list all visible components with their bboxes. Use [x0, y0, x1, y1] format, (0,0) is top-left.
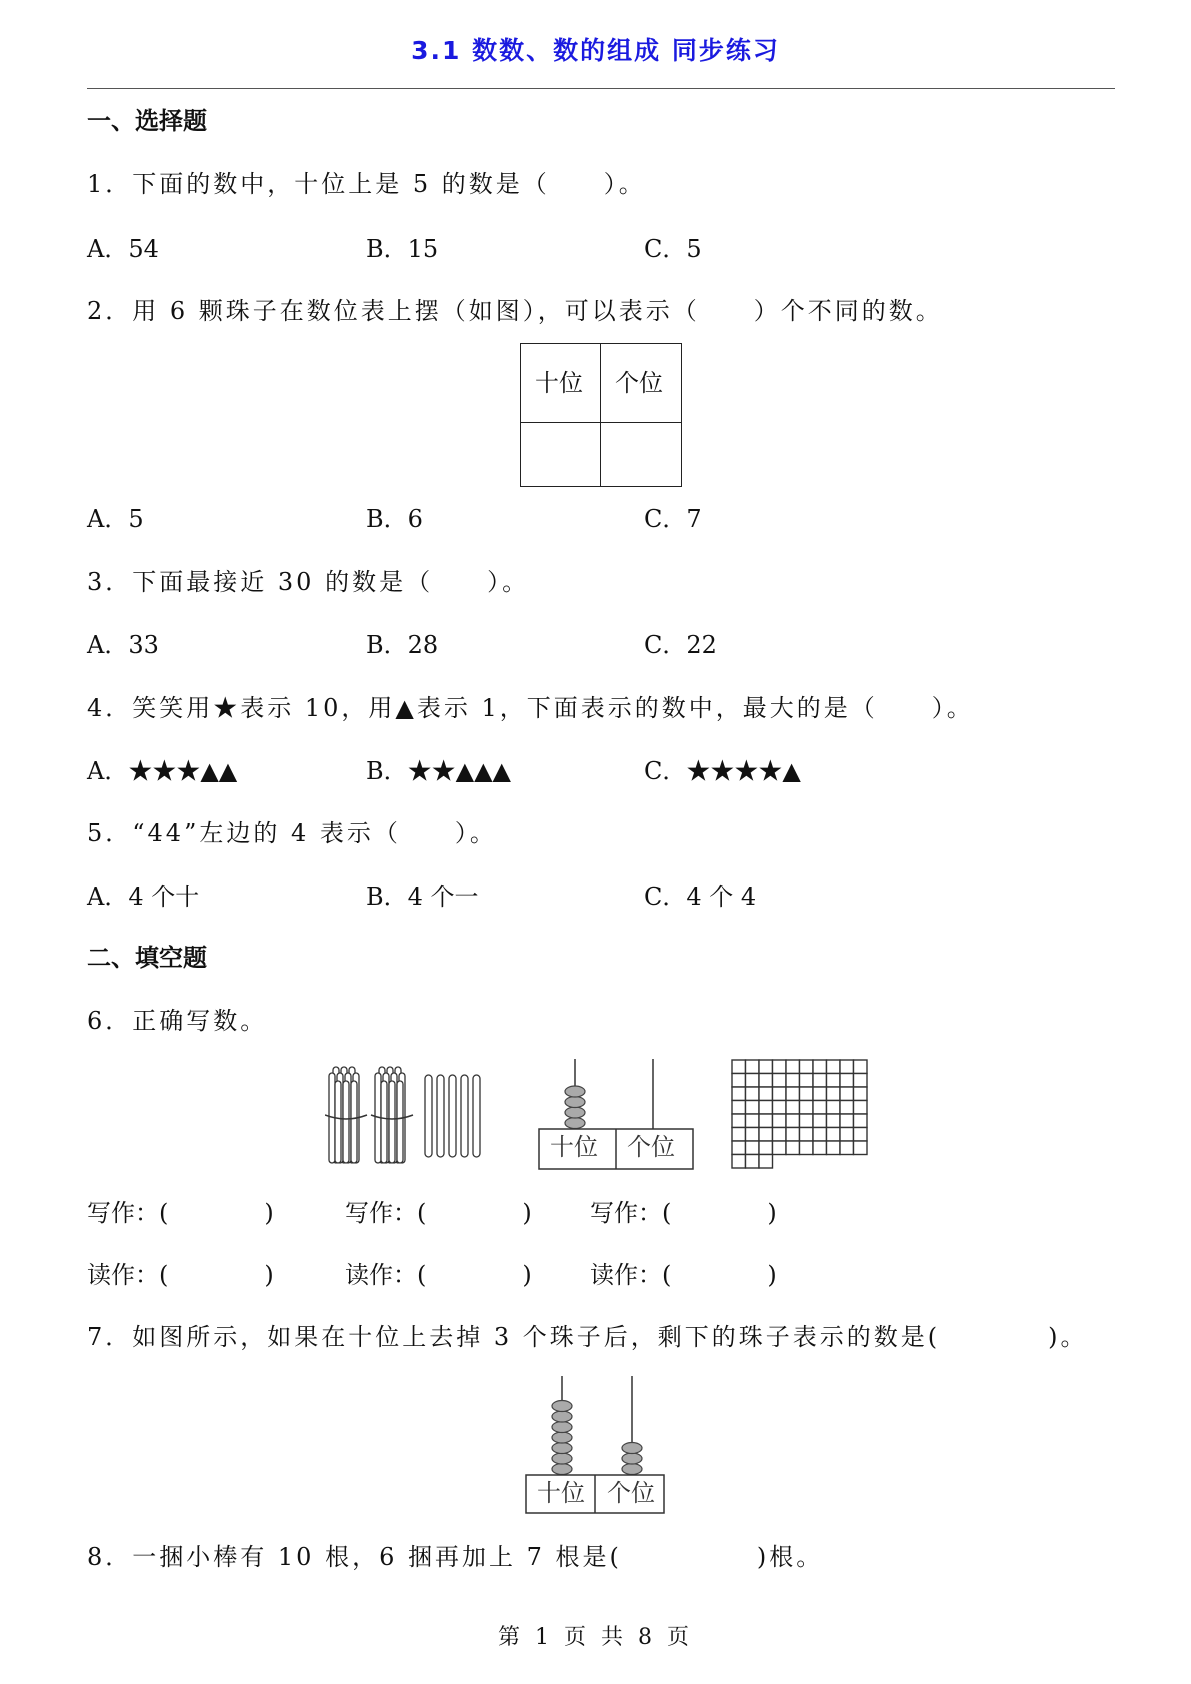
- q6-write-2[interactable]: 写作：( ): [345, 1199, 532, 1227]
- grid-cell: [759, 1155, 773, 1169]
- table-header-tens: 十位: [535, 369, 583, 397]
- q5-option-c: C．4 个 4: [644, 883, 757, 911]
- grid-cell: [854, 1141, 868, 1155]
- q6-read-1[interactable]: 读作：( ): [87, 1261, 274, 1289]
- grid-cell: [759, 1101, 773, 1115]
- grid-cell: [786, 1114, 800, 1128]
- grid-cell: [813, 1101, 827, 1115]
- grid-cell: [840, 1087, 854, 1101]
- page-footer: 第 1 页 共 8 页: [498, 1625, 693, 1650]
- section-heading-fill: 二、填空题: [87, 944, 207, 972]
- bead-tens: [552, 1422, 572, 1433]
- grid-cell: [854, 1060, 868, 1074]
- abacus-label-ones: 个位: [607, 1479, 655, 1507]
- grid-cell: [746, 1060, 760, 1074]
- q6-read-2[interactable]: 读作：( ): [345, 1261, 532, 1289]
- grid-cell: [759, 1141, 773, 1155]
- grid-cell: [732, 1114, 746, 1128]
- bead-tens: [552, 1443, 572, 1454]
- grid-cell: [800, 1114, 814, 1128]
- question-3: 3．下面最接近 30 的数是（ ）。: [87, 568, 530, 596]
- grid-cell: [786, 1087, 800, 1101]
- bead-tens: [552, 1453, 572, 1464]
- grid-cell: [786, 1141, 800, 1155]
- grid-cell: [813, 1087, 827, 1101]
- q2-option-c: C．7: [644, 505, 702, 533]
- grid-cell: [786, 1128, 800, 1142]
- grid-cell: [854, 1114, 868, 1128]
- grid-cell: [854, 1087, 868, 1101]
- page-title: 3.1 数数、数的组成 同步练习: [411, 36, 780, 65]
- question-4: 4．笑笑用★表示 10，用▲表示 1，下面表示的数中，最大的是（ ）。: [87, 694, 974, 722]
- grid-cell: [800, 1141, 814, 1155]
- q3-option-b: B．28: [366, 631, 439, 659]
- question-8: 8．一捆小棒有 10 根，6 捆再加上 7 根是( )根。: [87, 1543, 824, 1571]
- bead-tens: [565, 1097, 585, 1108]
- grid-cell: [854, 1101, 868, 1115]
- abacus-label-ones: 个位: [627, 1133, 675, 1161]
- bead-tens: [552, 1411, 572, 1422]
- abacus-label-tens: 十位: [537, 1479, 585, 1507]
- grid-cell: [813, 1074, 827, 1088]
- grid-cell: [746, 1114, 760, 1128]
- grid-cell: [813, 1060, 827, 1074]
- q6-write-3[interactable]: 写作：( ): [590, 1199, 777, 1227]
- q6-write-1[interactable]: 写作：( ): [87, 1199, 274, 1227]
- stick: [351, 1081, 357, 1163]
- q3-option-c: C．22: [644, 631, 717, 659]
- section-heading-choice: 一、选择题: [87, 107, 207, 135]
- q5-option-b: B．4 个一: [366, 883, 479, 911]
- grid-cell: [840, 1060, 854, 1074]
- bead-ones: [622, 1443, 642, 1454]
- grid-cell: [759, 1074, 773, 1088]
- grid-cell: [840, 1101, 854, 1115]
- question-7: 7．如图所示，如果在十位上去掉 3 个珠子后，剩下的珠子表示的数是( )。: [87, 1323, 1088, 1351]
- question-5: 5．“44”左边的 4 表示（ ）。: [87, 819, 497, 847]
- stick-bundles-figure: [325, 1065, 485, 1173]
- grid-cell: [732, 1101, 746, 1115]
- grid-cell: [759, 1114, 773, 1128]
- question-2: 2．用 6 颗珠子在数位表上摆（如图），可以表示（ ）个不同的数。: [87, 297, 943, 325]
- grid-cell: [759, 1087, 773, 1101]
- bead-tens: [565, 1118, 585, 1129]
- grid-cell: [732, 1074, 746, 1088]
- grid-cell: [732, 1141, 746, 1155]
- grid-cell: [827, 1128, 841, 1142]
- bead-tens: [552, 1432, 572, 1443]
- header-divider: [87, 88, 1115, 89]
- grid-cell: [786, 1074, 800, 1088]
- grid-cell: [800, 1128, 814, 1142]
- grid-cell: [786, 1060, 800, 1074]
- grid-cell: [813, 1128, 827, 1142]
- grid-cell: [732, 1060, 746, 1074]
- loose-stick: [461, 1075, 468, 1157]
- stick: [343, 1081, 349, 1163]
- grid-cell: [773, 1101, 787, 1115]
- grid-cell: [746, 1101, 760, 1115]
- grid-cell: [773, 1114, 787, 1128]
- grid-cell: [854, 1128, 868, 1142]
- q1-option-a: A．54: [87, 235, 159, 263]
- grid-cell: [800, 1060, 814, 1074]
- grid-cell: [840, 1141, 854, 1155]
- grid-cell: [759, 1060, 773, 1074]
- bead-ones: [622, 1453, 642, 1464]
- stick: [335, 1081, 341, 1163]
- abacus-label-tens: 十位: [550, 1133, 598, 1161]
- q1-option-b: B．15: [366, 235, 439, 263]
- grid-cell: [773, 1087, 787, 1101]
- q4-option-a: A．★★★▲▲: [87, 757, 238, 785]
- grid-cell: [827, 1141, 841, 1155]
- loose-stick: [449, 1075, 456, 1157]
- q4-option-b: B．★★▲▲▲: [366, 757, 512, 785]
- bead-tens: [552, 1464, 572, 1475]
- grid-cell: [813, 1114, 827, 1128]
- bead-ones: [622, 1464, 642, 1475]
- grid-cell: [840, 1074, 854, 1088]
- stick: [397, 1081, 403, 1163]
- grid-cell: [827, 1101, 841, 1115]
- grid-cell: [827, 1060, 841, 1074]
- stick: [389, 1081, 395, 1163]
- grid-cell: [732, 1087, 746, 1101]
- loose-stick: [473, 1075, 480, 1157]
- grid-cell: [732, 1155, 746, 1169]
- place-value-table: [520, 343, 682, 487]
- q5-option-a: A．4 个十: [87, 883, 200, 911]
- loose-stick: [437, 1075, 444, 1157]
- bead-tens: [565, 1086, 585, 1097]
- question-6: 6．正确写数。: [87, 1007, 268, 1035]
- grid-cell: [827, 1087, 841, 1101]
- grid-cell: [759, 1128, 773, 1142]
- q4-option-c: C．★★★★▲: [644, 757, 801, 785]
- grid-cell: [746, 1155, 760, 1169]
- grid-cell: [746, 1074, 760, 1088]
- grid-cell: [827, 1074, 841, 1088]
- grid-cell: [732, 1128, 746, 1142]
- q2-option-b: B．6: [366, 505, 423, 533]
- grid-cell: [827, 1114, 841, 1128]
- table-header-ones: 个位: [615, 369, 663, 397]
- grid-cell: [786, 1101, 800, 1115]
- grid-cell: [746, 1128, 760, 1142]
- hundred-grid-figure: [731, 1059, 871, 1172]
- grid-cell: [800, 1087, 814, 1101]
- grid-cell: [773, 1074, 787, 1088]
- grid-cell: [800, 1074, 814, 1088]
- grid-cell: [773, 1141, 787, 1155]
- grid-cell: [773, 1128, 787, 1142]
- grid-cell: [746, 1087, 760, 1101]
- loose-stick: [425, 1075, 432, 1157]
- bead-tens: [565, 1107, 585, 1118]
- grid-cell: [773, 1060, 787, 1074]
- stick: [381, 1081, 387, 1163]
- q1-option-c: C．5: [644, 235, 702, 263]
- grid-cell: [746, 1141, 760, 1155]
- grid-cell: [813, 1141, 827, 1155]
- q2-option-a: A．5: [87, 505, 144, 533]
- grid-cell: [840, 1128, 854, 1142]
- grid-cell: [800, 1101, 814, 1115]
- question-1: 1．下面的数中，十位上是 5 的数是（ ）。: [87, 170, 646, 198]
- bead-tens: [552, 1401, 572, 1412]
- q6-read-3[interactable]: 读作：( ): [590, 1261, 777, 1289]
- q3-option-a: A．33: [87, 631, 159, 659]
- grid-cell: [840, 1114, 854, 1128]
- grid-cell: [854, 1074, 868, 1088]
